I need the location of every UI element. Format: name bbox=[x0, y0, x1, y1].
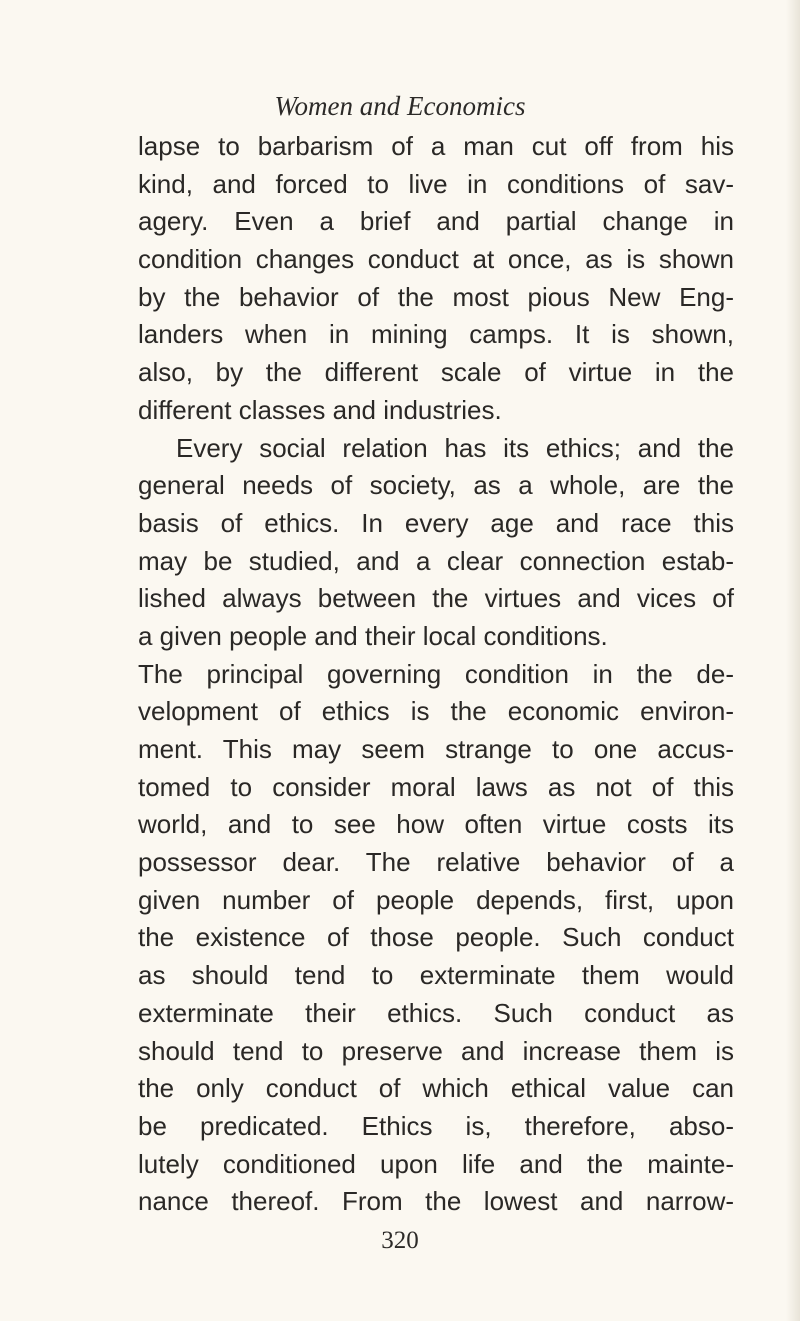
text-line: velopment of ethics is the economic environ- bbox=[138, 696, 734, 727]
text-line: the existence of those people. Such conduct bbox=[138, 922, 734, 953]
text-line: landers when in mining camps. It is shown, bbox=[138, 319, 734, 350]
text-line: nance thereof. From the lowest and narrow- bbox=[138, 1186, 734, 1217]
text-line: kind, and forced to live in conditions of sav- bbox=[138, 168, 734, 199]
text-line: a given people and their local conditions. bbox=[138, 620, 608, 651]
text-line: The principal governing condition in the de- bbox=[138, 658, 734, 689]
text-line: lutely conditioned upon life and the mainte- bbox=[138, 1148, 734, 1179]
text-line: ment. This may seem strange to one accus- bbox=[138, 734, 734, 764]
text-line: exterminate their ethics. Such conduct as bbox=[138, 997, 734, 1028]
text-line: Every social relation has its ethics; and the bbox=[176, 432, 734, 463]
text-line: also, by the different scale of virtue in the bbox=[138, 357, 734, 388]
text-line: by the behavior of the most pious New Eng- bbox=[138, 281, 734, 312]
running-head: Women and Economics bbox=[274, 91, 526, 121]
text-line: should tend to preserve and increase them is bbox=[138, 1035, 734, 1066]
text-line: condition changes conduct at once, as is shown bbox=[138, 244, 734, 275]
text-line: world, and to see how often virtue costs its bbox=[138, 809, 734, 840]
text-line: the only conduct of which ethical value can bbox=[138, 1073, 734, 1104]
text-line: basis of ethics. In every age and race this bbox=[138, 507, 734, 538]
text-line: be predicated. Ethics is, therefore, abso- bbox=[138, 1110, 734, 1141]
paragraph-1 bbox=[138, 128, 734, 430]
text-line: given number of people depends, first, upon bbox=[138, 884, 734, 915]
text-line: general needs of society, as a whole, are the bbox=[138, 470, 734, 501]
page-number: 320 bbox=[381, 1227, 419, 1254]
text-line: lished always between the virtues and vices of bbox=[138, 583, 734, 614]
text-line: different classes and industries. bbox=[138, 394, 502, 425]
paragraph-2 bbox=[138, 430, 734, 1221]
text-line: as should tend to exterminate them would bbox=[138, 960, 734, 991]
text-line: possessor dear. The relative behavior of a bbox=[138, 847, 734, 878]
body-text bbox=[138, 128, 734, 1221]
text-line: lapse to barbarism of a man cut off from his bbox=[138, 131, 734, 161]
text-line: may be studied, and a clear connection estab- bbox=[138, 545, 734, 576]
text-line: agery. Even a brief and partial change in bbox=[138, 206, 734, 237]
page-edge-shadow bbox=[786, 0, 800, 1321]
text-line: tomed to consider moral laws as not of this bbox=[138, 771, 734, 802]
